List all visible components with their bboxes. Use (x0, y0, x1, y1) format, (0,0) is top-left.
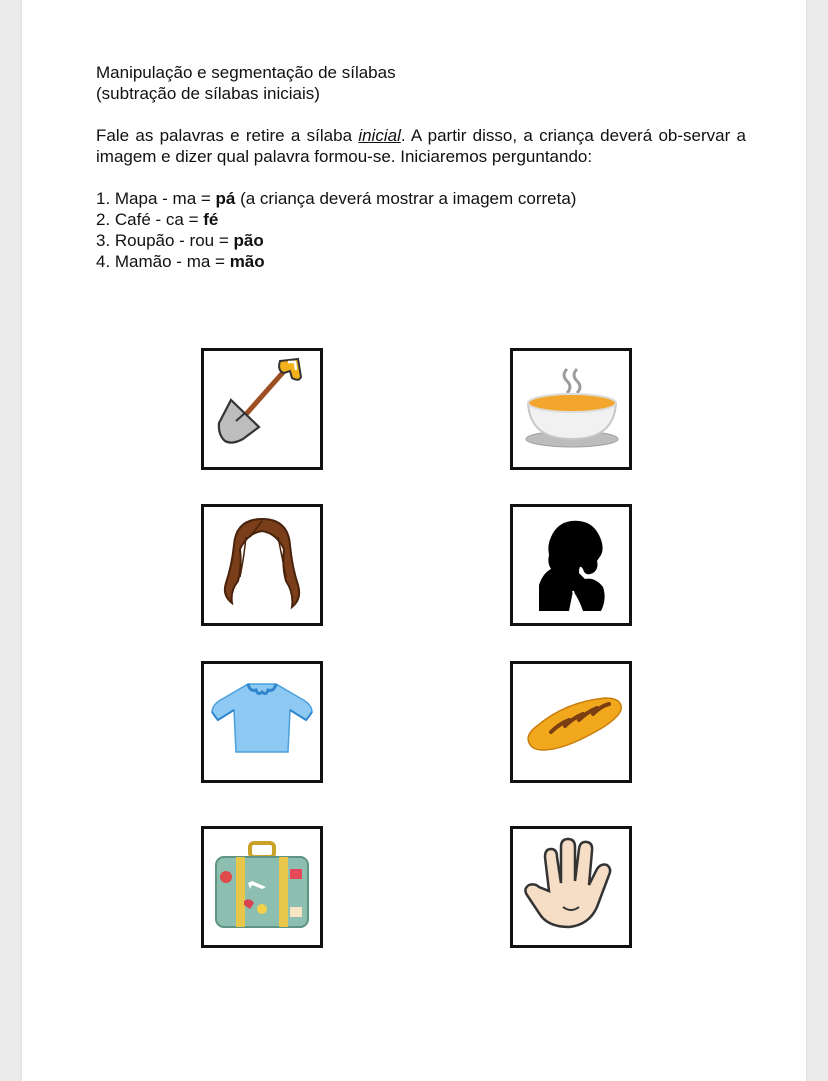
list-item-3: 3. Roupão - rou = pão (96, 231, 264, 250)
hair-icon (204, 507, 320, 623)
image-card-hand[interactable] (510, 826, 632, 948)
image-card-hair[interactable] (201, 504, 323, 626)
answer-2: fé (203, 210, 219, 229)
list-item-1: 1. Mapa - ma = pá (a criança deverá mostrar a imagem correta) (96, 189, 577, 208)
answer-1: pá (215, 189, 236, 208)
answer-4: mão (229, 252, 265, 271)
list-item-2: 2. Café - ca = fé (96, 210, 219, 229)
image-card-soup[interactable] (510, 348, 632, 470)
image-card-suitcase[interactable] (201, 826, 323, 948)
image-card-blouse[interactable] (201, 661, 323, 783)
worksheet-subtitle: (subtração de sílabas iniciais) (96, 84, 320, 103)
suitcase-icon (204, 829, 320, 945)
worksheet-text (96, 62, 746, 272)
image-card-faith[interactable] (510, 504, 632, 626)
hand-icon (513, 829, 629, 945)
instruction-after: . A partir disso, a criança deverá ob-servar a imagem e dizer qual palavra formou-se. Iniciaremos perguntando: (96, 126, 746, 166)
instruction-emphasis: inicial (358, 126, 401, 145)
image-card-shovel[interactable] (201, 348, 323, 470)
instruction-before: Fale as palavras e retire a sílaba (96, 126, 359, 145)
shovel-icon (204, 351, 320, 467)
list-item-4: 4. Mamão - ma = mão (96, 252, 265, 271)
answer-3: pão (233, 231, 264, 250)
worksheet-title: Manipulação e segmentação de sílabas (96, 63, 396, 82)
soup-bowl-icon (513, 351, 629, 467)
image-card-bread[interactable] (510, 661, 632, 783)
bread-icon (513, 664, 629, 780)
blouse-icon (204, 664, 320, 780)
instruction-paragraph (96, 125, 746, 167)
praying-person-icon (513, 507, 629, 623)
